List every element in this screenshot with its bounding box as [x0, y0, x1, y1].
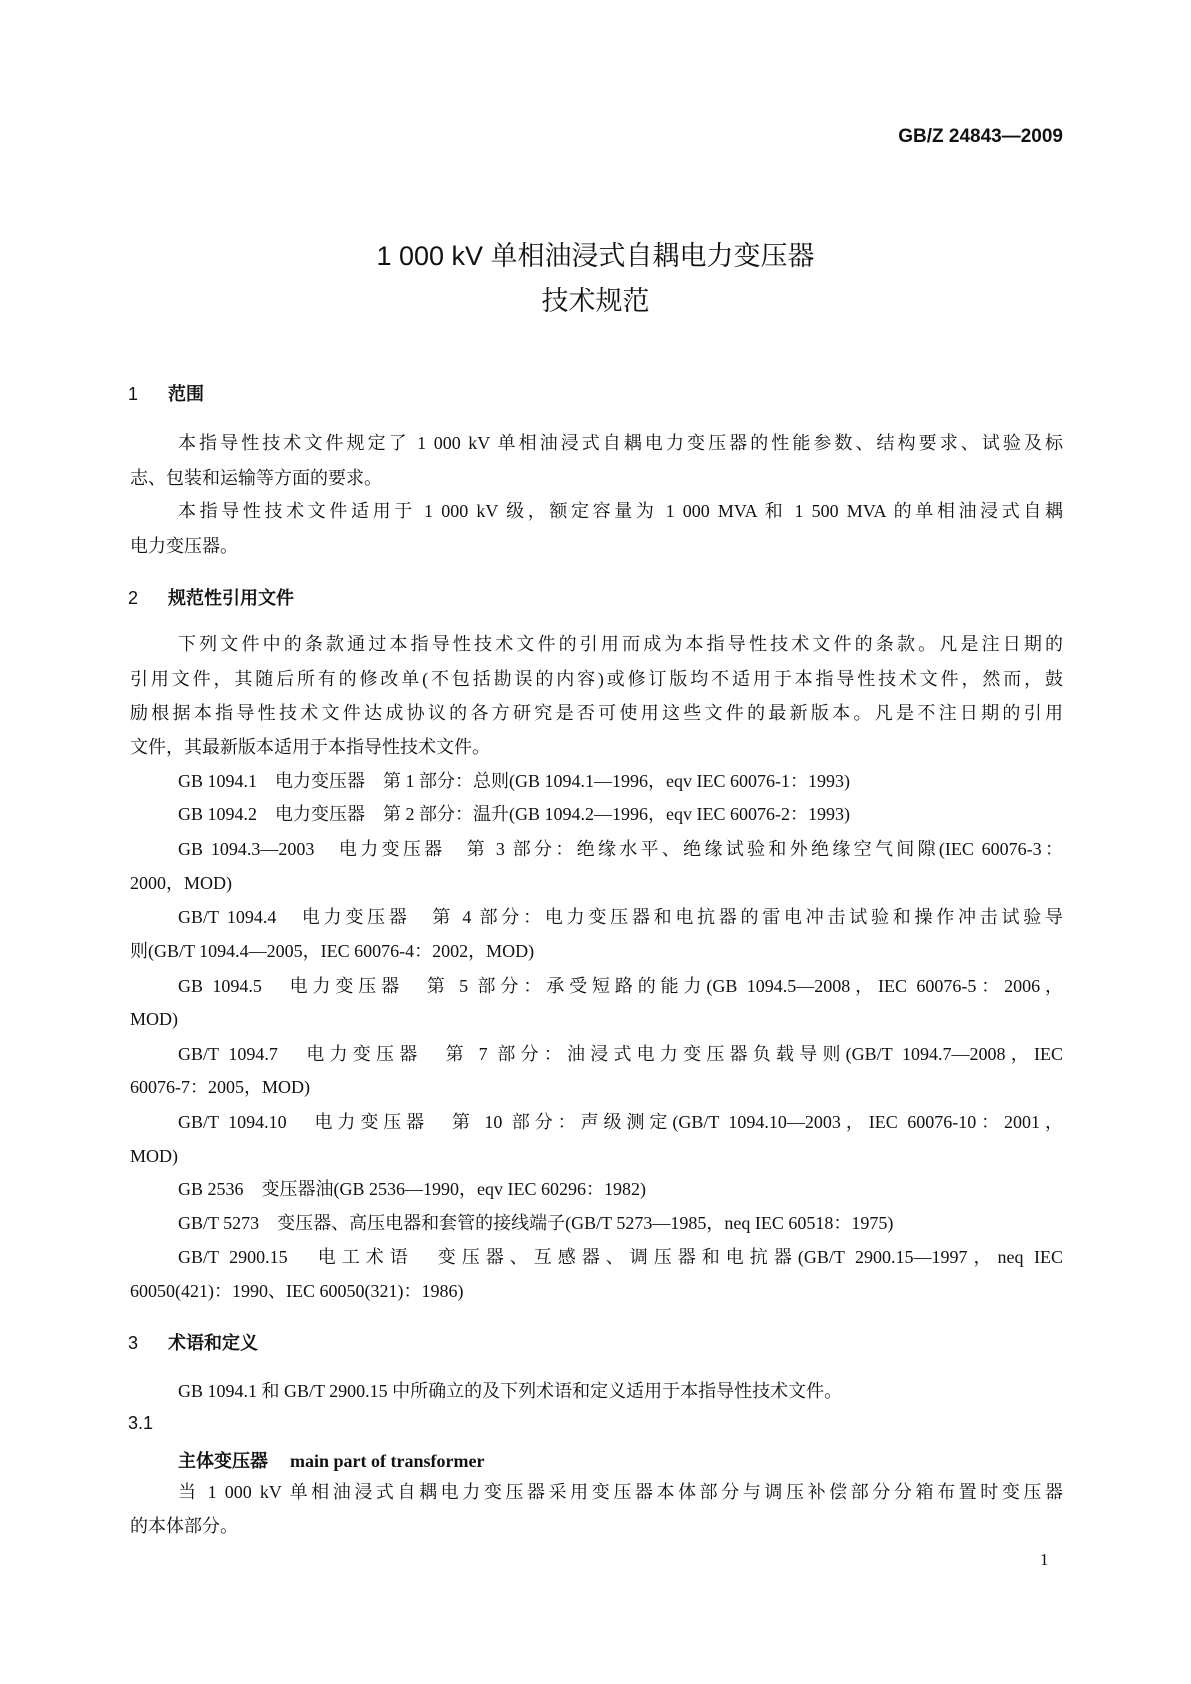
reference-item: GB 2536 变压器油(GB 2536—1990，eqv IEC 60296：1982) [178, 1179, 646, 1199]
definition-line: 的本体部分。 [130, 1516, 238, 1536]
reference-item-cont: MOD) [130, 1009, 178, 1029]
document-title: 1 000 kV 单相油浸式自耦电力变压器 [376, 241, 815, 271]
clause-number: 3.1 [128, 1413, 154, 1433]
body-line: GB 1094.1 和 GB/T 2900.15 中所确立的及下列术语和定义适用于本指导性技术文件。 [178, 1381, 843, 1401]
reference-item: GB 1094.5 电力变压器 第 5 部分：承受短路的能力(GB 1094.5—2008，IEC 60076-5：2006， [178, 976, 1063, 996]
reference-item-cont: 2000，MOD) [130, 873, 232, 893]
body-line: 文件，其最新版本适用于本指导性技术文件。 [130, 737, 490, 757]
reference-item: GB/T 1094.4 电力变压器 第 4 部分：电力变压器和电抗器的雷电冲击试验和操作冲击试验导 [178, 907, 1063, 927]
reference-item: GB/T 5273 变压器、高压电器和套管的接线端子(GB/T 5273—1985，neq IEC 60518：1975) [178, 1213, 894, 1233]
term-en: main part of transformer [290, 1451, 485, 1471]
body-line: 本指导性技术文件规定了 1 000 kV 单相油浸式自耦电力变压器的性能参数、结构要求、试验及标 [178, 433, 1063, 453]
body-line: 下列文件中的条款通过本指导性技术文件的引用而成为本指导性技术文件的条款。凡是注日期的 [178, 634, 1063, 654]
reference-item: GB/T 2900.15 电工术语 变压器、互感器、调压器和电抗器(GB/T 2900.15—1997，neq IEC [178, 1247, 1063, 1267]
section-heading-3: 3 术语和定义 [128, 1333, 258, 1353]
document-subtitle: 技术规范 [541, 286, 650, 316]
body-line: 志、包装和运输等方面的要求。 [130, 468, 382, 488]
section-heading-2: 2 规范性引用文件 [128, 588, 294, 608]
body-line: 励根据本指导性技术文件达成协议的各方研究是否可使用这些文件的最新版本。凡是不注日期的引用 [130, 703, 1063, 723]
reference-item-cont: MOD) [130, 1146, 178, 1166]
reference-item-cont: 60050(421)：1990、IEC 60050(321)：1986) [130, 1281, 464, 1301]
reference-item: GB/T 1094.7 电力变压器 第 7 部分：油浸式电力变压器负载导则(GB/T 1094.7—2008，IEC [178, 1044, 1063, 1064]
term-zh: 主体变压器 [178, 1451, 268, 1471]
reference-item: GB/T 1094.10 电力变压器 第 10 部分：声级测定(GB/T 1094.10—2003，IEC 60076-10：2001， [178, 1112, 1063, 1132]
section-heading-1: 1 范围 [128, 384, 204, 404]
document-code: GB/Z 24843—2009 [898, 126, 1063, 147]
page-number: 1 [1040, 1550, 1049, 1569]
reference-item: GB 1094.3—2003 电力变压器 第 3 部分：绝缘水平、绝缘试验和外绝缘空气间隙(IEC 60076-3： [178, 839, 1063, 859]
definition-line: 当 1 000 kV 单相油浸式自耦电力变压器采用变压器本体部分与调压补偿部分分箱布置时变压器 [178, 1482, 1063, 1502]
body-line: 引用文件，其随后所有的修改单(不包括勘误的内容)或修订版均不适用于本指导性技术文件，然而，鼓 [130, 669, 1063, 689]
reference-item: GB 1094.2 电力变压器 第 2 部分：温升(GB 1094.2—1996，eqv IEC 60076-2：1993) [178, 804, 850, 824]
body-line: 本指导性技术文件适用于 1 000 kV 级，额定容量为 1 000 MVA 和 1 500 MVA 的单相油浸式自耦 [178, 501, 1063, 521]
reference-item-cont: 60076-7：2005，MOD) [130, 1077, 310, 1097]
reference-item: GB 1094.1 电力变压器 第 1 部分：总则(GB 1094.1—1996，eqv IEC 60076-1：1993) [178, 771, 850, 791]
term-entry [178, 1447, 484, 1473]
body-line: 电力变压器。 [130, 536, 238, 556]
reference-item-cont: 则(GB/T 1094.4—2005，IEC 60076-4：2002，MOD) [130, 941, 535, 961]
